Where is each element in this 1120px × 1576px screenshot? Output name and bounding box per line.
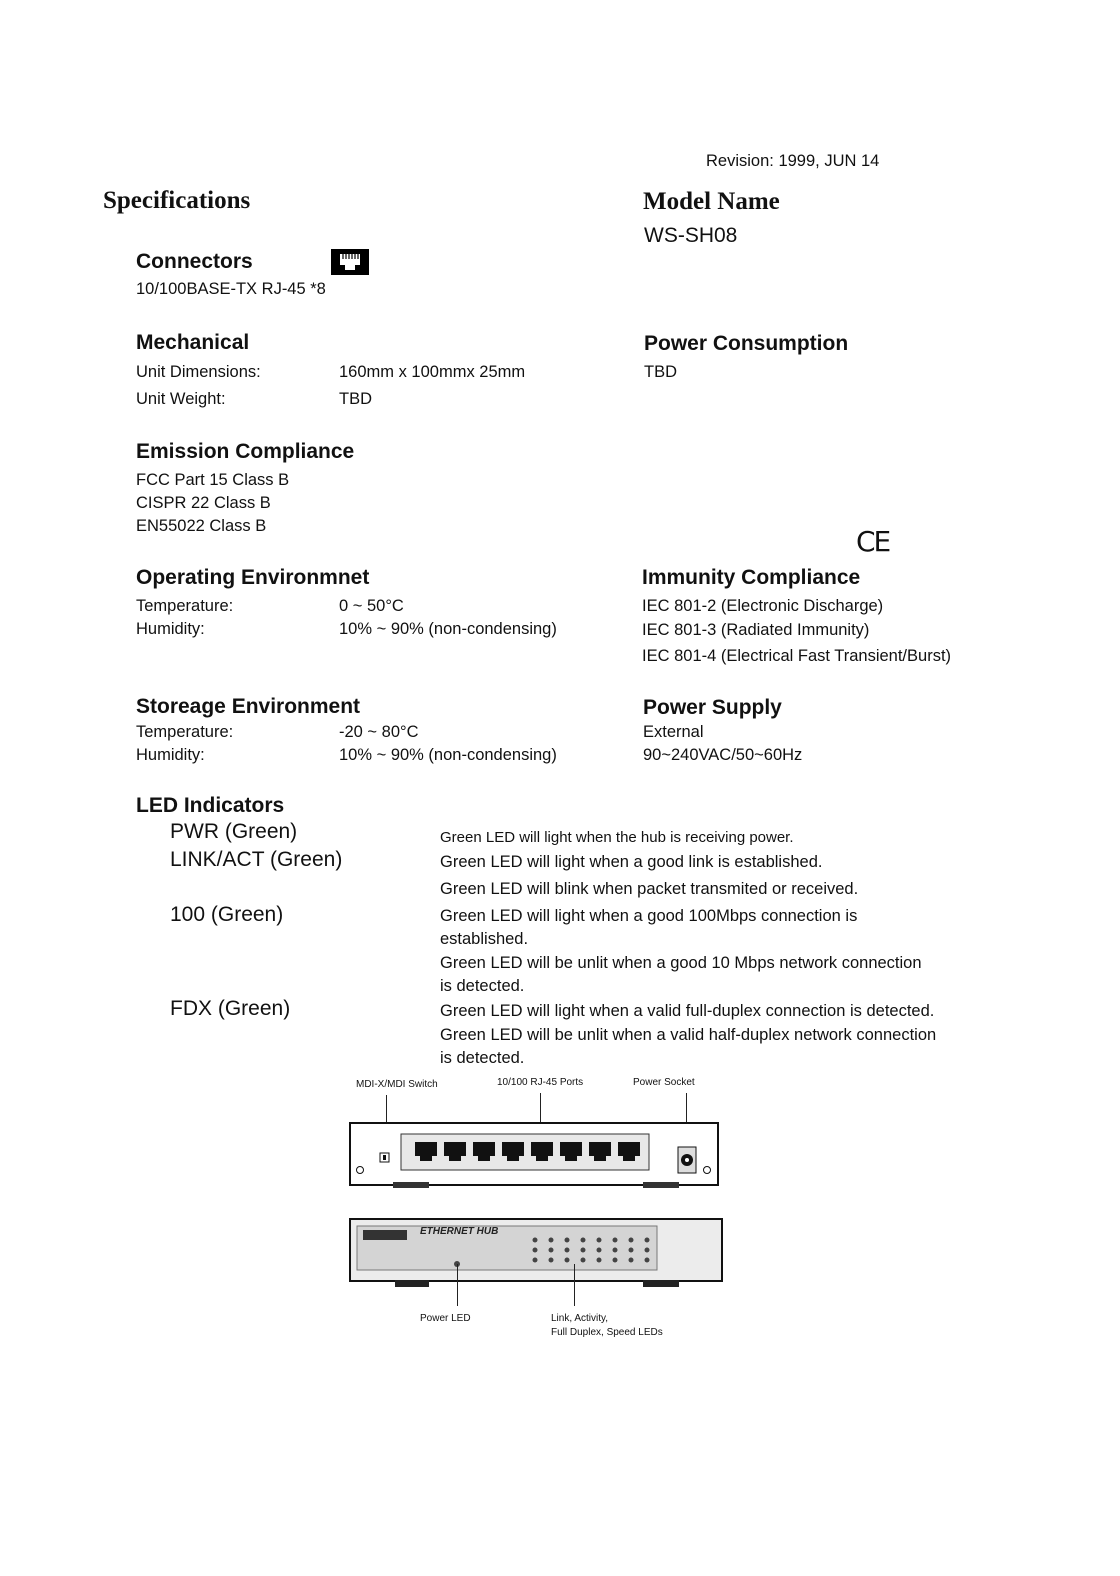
dimensions-label: Unit Dimensions: — [136, 363, 261, 381]
led-name-fdx: FDX (Green) — [170, 997, 291, 1020]
led-desc: Green LED will be unlit when a valid half-duplex network connection — [440, 1026, 937, 1044]
label-rj45-ports: 10/100 RJ-45 Ports — [497, 1077, 584, 1088]
led-desc: Green LED will light when a good link is established. — [440, 853, 823, 871]
led-desc: Green LED will light when a valid full-duplex connection is detected. — [440, 1002, 935, 1020]
hub-front-panel — [349, 1216, 723, 1290]
power-consumption-value: TBD — [644, 363, 677, 381]
storage-temp-label: Temperature: — [136, 723, 234, 741]
immunity-line: IEC 801-2 (Electronic Discharge) — [642, 597, 884, 615]
led-desc: Green LED will be unlit when a good 10 Mbps network connection — [440, 954, 922, 972]
immunity-line: IEC 801-3 (Radiated Immunity) — [642, 621, 870, 639]
emission-line: EN55022 Class B — [136, 517, 267, 535]
mechanical-heading: Mechanical — [136, 331, 250, 354]
label-status-leds: Link, Activity, — [551, 1313, 609, 1324]
model-value: WS-SH08 — [644, 224, 738, 247]
front-panel-title: ETHERNET HUB — [420, 1226, 499, 1237]
led-name-link-act: LINK/ACT (Green) — [170, 848, 343, 871]
led-heading: LED Indicators — [136, 794, 285, 817]
led-desc: Green LED will light when the hub is receiving power. — [440, 829, 794, 846]
operating-humidity-value: 10% ~ 90% (non-condensing) — [339, 620, 557, 638]
callout-line — [457, 1264, 458, 1306]
led-desc: established. — [440, 930, 529, 948]
led-desc: Green LED will light when a good 100Mbps connection is — [440, 907, 858, 925]
operating-humidity-label: Humidity: — [136, 620, 205, 638]
connectors-heading: Connectors — [136, 250, 253, 273]
page-title: Specifications — [103, 187, 251, 214]
power-consumption-heading: Power Consumption — [644, 332, 849, 355]
model-heading: Model Name — [643, 188, 780, 215]
operating-temp-label: Temperature: — [136, 597, 234, 615]
dimensions-value: 160mm x 100mmx 25mm — [339, 363, 526, 381]
led-desc: is detected. — [440, 977, 525, 995]
power-supply-line: 90~240VAC/50~60Hz — [643, 746, 803, 764]
label-power-led: Power LED — [420, 1313, 471, 1324]
emission-line: FCC Part 15 Class B — [136, 471, 290, 489]
led-name-pwr: PWR (Green) — [170, 820, 298, 843]
weight-label: Unit Weight: — [136, 390, 226, 408]
connectors-value: 10/100BASE-TX RJ-45 *8 — [136, 280, 326, 298]
storage-humidity-value: 10% ~ 90% (non-condensing) — [339, 746, 557, 764]
weight-value: TBD — [339, 390, 372, 408]
rj45-port-icon — [331, 249, 369, 275]
led-name-100: 100 (Green) — [170, 903, 284, 926]
storage-temp-value: -20 ~ 80°C — [339, 723, 419, 741]
emission-heading: Emission Compliance — [136, 440, 355, 463]
storage-heading: Storeage Environment — [136, 695, 361, 718]
led-desc: is detected. — [440, 1049, 525, 1067]
revision-text: Revision: 1999, JUN 14 — [706, 152, 880, 170]
led-desc: Green LED will blink when packet transmited or received. — [440, 880, 859, 898]
hub-back-panel — [349, 1122, 719, 1190]
callout-line — [574, 1264, 575, 1306]
label-power-socket: Power Socket — [633, 1077, 695, 1088]
label-status-leds: Full Duplex, Speed LEDs — [551, 1327, 663, 1338]
power-supply-line: External — [643, 723, 704, 741]
immunity-heading: Immunity Compliance — [642, 566, 861, 589]
operating-heading: Operating Environmnet — [136, 566, 370, 589]
storage-humidity-label: Humidity: — [136, 746, 205, 764]
ce-mark: CE — [856, 525, 890, 558]
label-mdi-switch: MDI-X/MDI Switch — [356, 1079, 438, 1090]
power-supply-heading: Power Supply — [643, 696, 782, 719]
operating-temp-value: 0 ~ 50°C — [339, 597, 404, 615]
immunity-line: IEC 801-4 (Electrical Fast Transient/Burst) — [642, 647, 952, 665]
emission-line: CISPR 22 Class B — [136, 494, 271, 512]
